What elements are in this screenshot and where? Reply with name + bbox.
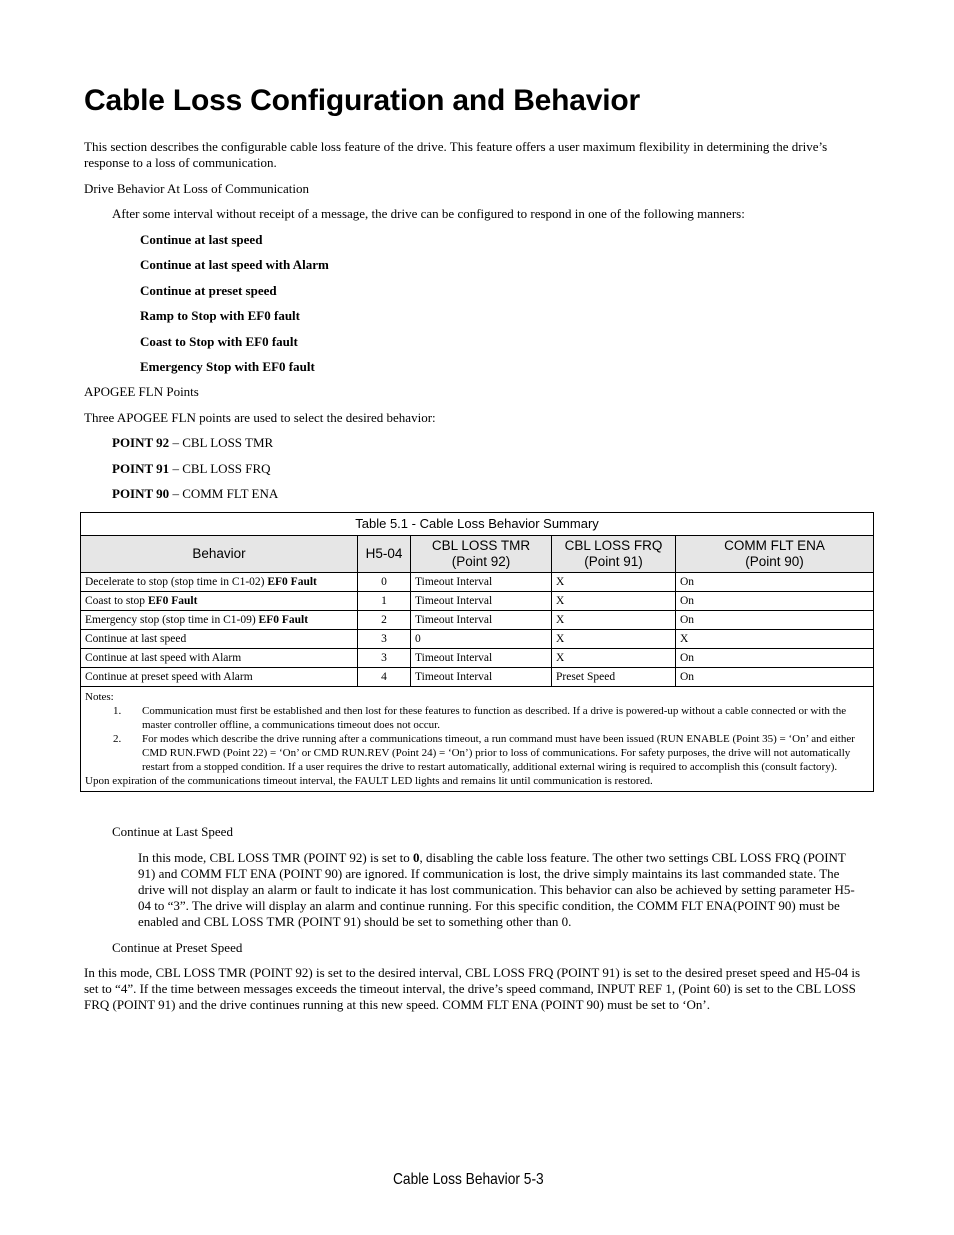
point-item — [112, 435, 273, 451]
intro-paragraph: This section describes the configurable cable loss feature of the drive. This feature offers a user maximum flexibility in determining the drive’s response to a loss of communication. — [84, 139, 828, 170]
header-cbl-loss-frq: CBL LOSS FRQ (Point 91) — [552, 536, 676, 573]
cell-ena: On — [676, 649, 874, 668]
cell-frq: Preset Speed — [552, 668, 676, 687]
cell-tmr: Timeout Interval — [411, 668, 552, 687]
cell-tmr: Timeout Interval — [411, 611, 552, 630]
table-row — [81, 649, 874, 668]
cable-loss-table — [80, 512, 874, 792]
point-label: POINT 90 — [112, 486, 170, 501]
cell-frq: X — [552, 573, 676, 592]
points-intro: Three APOGEE FLN points are used to select the desired behavior: — [84, 410, 436, 425]
page-title: Cable Loss Configuration and Behavior — [84, 84, 640, 117]
cell-frq: X — [552, 649, 676, 668]
last-speed-heading: Continue at Last Speed — [112, 824, 233, 839]
table-row — [81, 630, 874, 649]
cell-h504: 0 — [358, 573, 411, 592]
point-label: POINT 92 — [112, 435, 170, 450]
behavior-item: Coast to Stop with EF0 fault — [140, 334, 298, 349]
point-desc: – CBL LOSS FRQ — [169, 461, 271, 476]
cell-behavior: Continue at last speed with Alarm — [81, 649, 358, 668]
table-caption: Table 5.1 - Cable Loss Behavior Summary — [81, 513, 874, 536]
page-footer: Cable Loss Behavior 5-3 — [393, 1171, 544, 1188]
table-row — [81, 592, 874, 611]
cell-frq: X — [552, 611, 676, 630]
cell-behavior: Coast to stop EF0 Fault — [81, 592, 358, 611]
point-item — [112, 486, 278, 502]
cell-h504: 3 — [358, 630, 411, 649]
cell-behavior: Continue at preset speed with Alarm — [81, 668, 358, 687]
behavior-item: Continue at preset speed — [140, 283, 277, 298]
table-row — [81, 573, 874, 592]
cell-h504: 2 — [358, 611, 411, 630]
cell-h504: 1 — [358, 592, 411, 611]
point-desc: – CBL LOSS TMR — [169, 435, 274, 450]
note-item: 2. For modes which describe the drive running after a communications timeout, a run command must have been issued (RUN ENABLE (Point 35) = ‘On’ and either CMD RUN.FWD (Point 22) = ‘On’ or CMD RUN.REV (Point 24) = ‘On’) prior to loss of communications. For safety purposes, the drive will not automatically restart from a stopped condition. If a user requires the drive to restart automatically, additional external wiring is required to accomplish this (consult factory). — [113, 733, 855, 773]
cell-tmr: Timeout Interval — [411, 592, 552, 611]
cell-behavior: Emergency stop (stop time in C1-09) EF0 Fault — [81, 611, 358, 630]
header-behavior: Behavior — [81, 536, 358, 573]
cell-ena: On — [676, 668, 874, 687]
cell-h504: 3 — [358, 649, 411, 668]
table-notes — [81, 687, 874, 792]
cell-tmr: 0 — [411, 630, 552, 649]
behavior-item: Ramp to Stop with EF0 fault — [140, 308, 300, 323]
cell-ena: X — [676, 630, 874, 649]
cell-frq: X — [552, 592, 676, 611]
preset-speed-heading: Continue at Preset Speed — [112, 940, 243, 955]
note-item: 1. Communication must first be established and then lost for these features to function as described. If a drive is powered-up without a cable connected or with the master controller offline, a communications timeout does not occur. — [113, 705, 847, 731]
point-label: POINT 91 — [112, 461, 170, 476]
cell-behavior: Continue at last speed — [81, 630, 358, 649]
table-row — [81, 668, 874, 687]
cell-h504: 4 — [358, 668, 411, 687]
behavior-item: Continue at last speed — [140, 232, 263, 247]
header-cbl-loss-tmr: CBL LOSS TMR (Point 92) — [411, 536, 552, 573]
behavior-heading: Drive Behavior At Loss of Communication — [84, 181, 309, 196]
last-speed-paragraph: In this mode, CBL LOSS TMR (POINT 92) is set to 0, disabling the cable loss feature. The other two settings CBL LOSS FRQ (POINT 91) and COMM FLT ENA (POINT 90) are ignored. If communication is lost, the drive simply maintains its last commanded state. The drive will not display an alarm or fault to indicate it has lost communication. This behavior can also be achieved by setting parameter H5-04 to “3”. The drive will display an alarm and continue running. For this specific condition, the COMM FLT ENA(POINT 90) must be enabled and CBL LOSS TMR (POINT 91) should be set to something other than 0. — [138, 850, 855, 929]
points-heading: APOGEE FLN Points — [84, 384, 199, 399]
table-row — [81, 611, 874, 630]
point-desc: – COMM FLT ENA — [169, 486, 279, 501]
header-comm-flt-ena: COMM FLT ENA (Point 90) — [676, 536, 874, 573]
behavior-item: Emergency Stop with EF0 fault — [140, 359, 315, 374]
cell-tmr: Timeout Interval — [411, 649, 552, 668]
behavior-item: Continue at last speed with Alarm — [140, 257, 329, 272]
cell-frq: X — [552, 630, 676, 649]
notes-label: Notes: — [85, 691, 114, 703]
behavior-intro: After some interval without receipt of a message, the drive can be configured to respond in one of the following manners: — [112, 206, 745, 221]
cell-tmr: Timeout Interval — [411, 573, 552, 592]
point-item — [112, 461, 271, 477]
notes-footer: Upon expiration of the communications timeout interval, the FAULT LED lights and remains lit until communication is restored. — [85, 775, 653, 787]
cell-ena: On — [676, 592, 874, 611]
cell-ena: On — [676, 573, 874, 592]
header-h504: H5-04 — [358, 536, 411, 573]
cell-ena: On — [676, 611, 874, 630]
preset-speed-paragraph: In this mode, CBL LOSS TMR (POINT 92) is set to the desired interval, CBL LOSS FRQ (POINT 91) is set to the desired preset speed and H5-04 is set to “4”. If the time between messages exceeds the timeout interval, the drive’s speed command, INPUT REF 1, (Point 60) is set to the CBL LOSS FRQ (POINT 91) and the drive continues running at this new speed. COMM FLT ENA (POINT 90) must be set to ‘On’. — [84, 965, 861, 1012]
cell-behavior: Decelerate to stop (stop time in C1-02) EF0 Fault — [81, 573, 358, 592]
